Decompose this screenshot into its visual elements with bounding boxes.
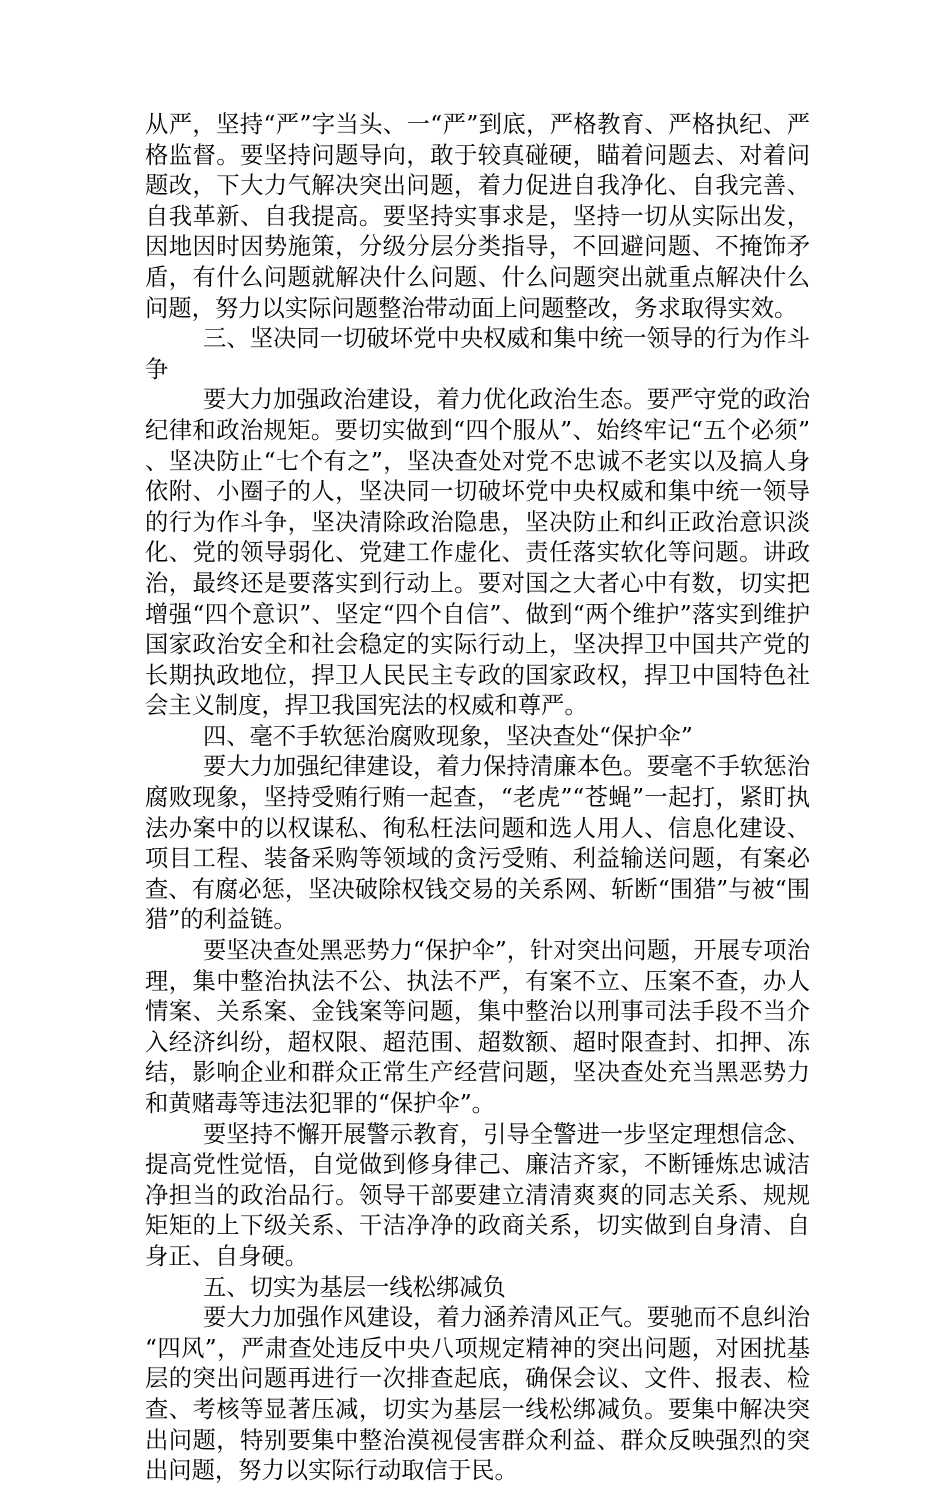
body-paragraph: 从严，坚持“严”字当头、一“严”到底，严格教育、严格执纪、严格监督。要坚持问题导向，敢于较真碰硬，瞄着问题去、对着问题改，下大力气解决突出问题，着力促进自我净化、自我完善、自我革新、自我提高。要坚持实事求是，坚持一切从实际出发，因地因时因势施策，分级分层分类指导，不回避问题、不掩饰矛盾，有什么问题就解决什么问题、什么问题突出就重点解决什么问题，努力以实际问题整治带动面上问题整改，务求取得实效。 xyxy=(145,111,810,322)
body-paragraph: 要大力加强作风建设，着力涵养清风正气。要驰而不息纠治“四风”，严肃查处违反中央八项规定精神的突出问题，对困扰基层的突出问题再进行一次排查起底，确保会议、文件、报表、检查、考核等显著压减，切实为基层一线松绑减负。要集中解决突出问题，特别要集中整治漠视侵害群众利益、群众反映强烈的突出问题，努力以实际行动取信于民。 xyxy=(145,1304,810,1485)
body-paragraph: 要大力加强政治建设，着力优化政治生态。要严守党的政治纪律和政治规矩。要切实做到“四个服从”、始终牢记“五个必须”、坚决防止“七个有之”，坚决查处对党不忠诚不老实以及搞人身依附、小圈子的人，坚决同一切破坏党中央权威和集中统一领导的行为作斗争，坚决清除政治隐患，坚决防止和纠正政治意识淡化、党的领导弱化、党建工作虚化、责任落实软化等问题。讲政治，最终还是要落实到行动上。要对国之大者心中有数，切实把增强“四个意识”、坚定“四个自信”、做到“两个维护”落实到维护国家政治安全和社会稳定的实际行动上，坚决捍卫中国共产党的长期执政地位，捍卫人民民主专政的国家政权，捍卫中国特色社会主义制度，捍卫我国宪法的权威和尊严。 xyxy=(145,386,810,720)
section-heading: 三、坚决同一切破坏党中央权威和集中统一领导的行为作斗争 xyxy=(145,325,810,383)
body-paragraph: 要大力加强纪律建设，着力保持清廉本色。要毫不手软惩治腐败现象，坚持受贿行贿一起查，“老虎”“苍蝇”一起打，紧盯执法办案中的以权谋私、徇私枉法问题和选人用人、信息化建设、项目工程、装备采购等领域的贪污受贿、利益输送问题，有案必查、有腐必惩，坚决破除权钱交易的关系网、斩断“围猎”与被“围猎”的利益链。 xyxy=(145,753,810,934)
body-paragraph: 要坚持不懈开展警示教育，引导全警进一步坚定理想信念、提高党性觉悟，自觉做到修身律己、廉洁齐家，不断锤炼忠诚洁净担当的政治品行。领导干部要建立清清爽爽的同志关系、规规矩矩的上下级关系、干洁净净的政商关系，切实做到自身清、自身正、自身硬。 xyxy=(145,1120,810,1270)
section-heading: 五、切实为基层一线松绑减负 xyxy=(203,1273,506,1301)
body-paragraph: 要坚决查处黑恶势力“保护伞”，针对突出问题，开展专项治理，集中整治执法不公、执法不严，有案不立、压案不查，办人情案、关系案、金钱案等问题，集中整治以刑事司法手段不当介入经济纠纷，超权限、超范围、超数额、超时限查封、扣押、冻结，影响企业和群众正常生产经营问题，坚决查处充当黑恶势力和黄赌毒等违法犯罪的“保护伞”。 xyxy=(145,937,810,1117)
document-body xyxy=(145,110,810,1487)
section-heading: 四、毫不手软惩治腐败现象，坚决查处“保护伞” xyxy=(203,722,693,750)
